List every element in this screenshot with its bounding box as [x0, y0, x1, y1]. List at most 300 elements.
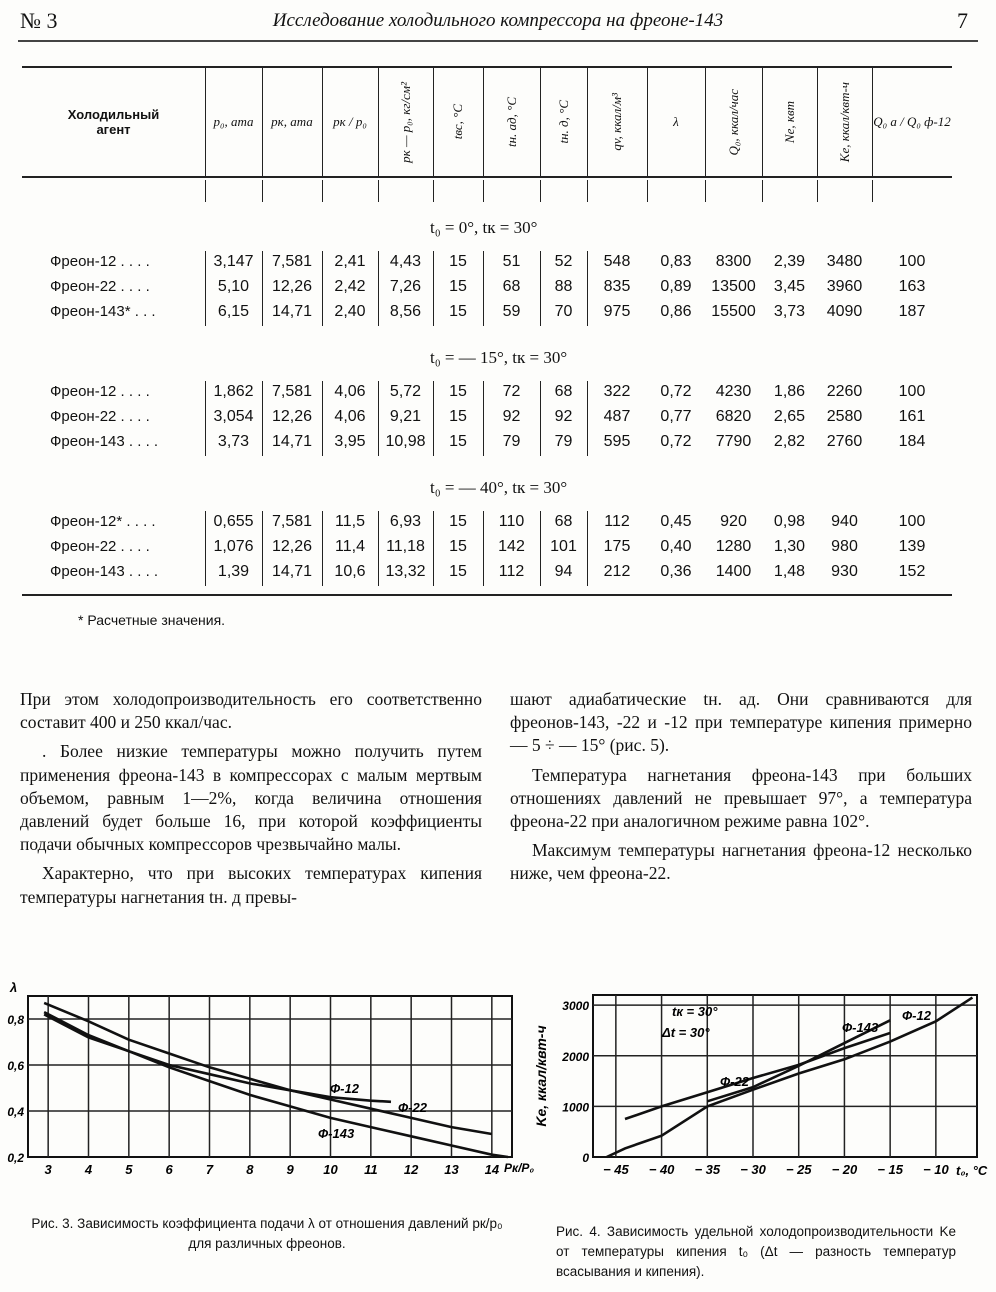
- table-cell: 11,4: [335, 538, 365, 555]
- table-cell: 7,581: [271, 253, 313, 270]
- table-cell: 1,48: [773, 563, 806, 580]
- column-divider: [322, 536, 323, 561]
- column-divider: [540, 431, 541, 456]
- column-header: [205, 68, 262, 176]
- column-divider: [262, 561, 263, 586]
- column-divider: [540, 381, 541, 406]
- series-label: Ф-22: [720, 1074, 749, 1089]
- column-divider: [587, 180, 588, 202]
- y-tick-label: 0,8: [7, 1013, 24, 1027]
- refrigerant-name: Фреон-22 . . . .: [50, 538, 150, 555]
- table-cell: 1,862: [213, 383, 254, 400]
- table-cell: 3,73: [217, 433, 250, 450]
- column-divider: [205, 68, 206, 176]
- column-divider: [322, 381, 323, 406]
- column-divider: [378, 561, 379, 586]
- refrigerant-name: Фреон-22 . . . .: [50, 408, 150, 425]
- column-divider: [262, 511, 263, 536]
- y-tick-label: 0: [582, 1151, 589, 1165]
- column-divider: [205, 251, 206, 276]
- table-cell: 112: [498, 563, 525, 580]
- table-cell: 9,21: [389, 408, 422, 425]
- table-cell: 1,39: [217, 563, 250, 580]
- paragraph: Температура нагнетания фреона-143 при больших отношениях давлений не превышает 97°, а температура фреона-22 при аналогичном режиме равна 102°.: [510, 764, 972, 832]
- column-divider: [872, 68, 873, 176]
- table-cell: 161: [898, 408, 926, 425]
- x-axis-label: t₀, °C: [956, 1163, 988, 1178]
- column-divider: [872, 180, 873, 202]
- column-divider: [433, 561, 434, 586]
- table-cell: 112: [604, 513, 630, 530]
- column-divider: [587, 431, 588, 456]
- table-cell: 0,86: [660, 303, 692, 320]
- table-cell: 152: [898, 563, 926, 580]
- column-divider: [433, 511, 434, 536]
- column-header-label: pк, ата: [271, 114, 313, 129]
- column-divider: [262, 381, 263, 406]
- column-divider: [433, 301, 434, 326]
- series-label: Ф-12: [330, 1081, 359, 1096]
- column-divider: [378, 251, 379, 276]
- table-cell: 187: [898, 303, 926, 320]
- column-divider: [262, 406, 263, 431]
- y-tick-label: 3000: [562, 999, 589, 1014]
- paragraph: Максимум температуры нагнетания фреона-12 несколько ниже, чем фреона-22.: [510, 840, 972, 884]
- table-cell: 1,30: [773, 538, 806, 555]
- table-cell: 0,36: [660, 563, 692, 580]
- column-divider: [647, 180, 648, 202]
- column-header: [587, 68, 647, 176]
- column-header-label: Nе, квт: [781, 100, 797, 144]
- column-divider: [433, 251, 434, 276]
- table-cell: 68: [502, 278, 521, 295]
- table-cell: 3480: [826, 253, 863, 270]
- table-cell: 3,73: [773, 303, 806, 320]
- table-cell: 8,56: [389, 303, 422, 320]
- table-cell: 3,95: [334, 433, 366, 450]
- table-cell: 13,32: [385, 563, 426, 580]
- refrigerant-name: Фреон-12 . . . .: [50, 253, 150, 270]
- table-cell: 0,83: [660, 253, 692, 270]
- table-cell: 15: [449, 253, 467, 270]
- column-divider: [205, 276, 206, 301]
- table-cell: 0,72: [660, 433, 692, 450]
- column-divider: [262, 431, 263, 456]
- column-header: [262, 68, 322, 176]
- column-divider: [433, 431, 434, 456]
- paragraph: шают адиабатические tн. ад. Они сравниваются для фреонов-143, -22 и -12 при температуре кипения примерно — 5 ÷ — 15° (рис. 5).: [510, 689, 972, 756]
- table-cell: 110: [498, 513, 525, 530]
- table-cell: 0,72: [660, 383, 692, 400]
- column-divider: [205, 561, 206, 586]
- column-divider: [483, 536, 484, 561]
- column-divider: [705, 68, 706, 176]
- table-cell: 980: [831, 538, 858, 555]
- table-cell: 7,581: [271, 513, 313, 530]
- table-cell: 88: [554, 278, 573, 295]
- refrigerant-name: Фреон-12* . . . .: [50, 513, 156, 530]
- column-divider: [378, 381, 379, 406]
- column-divider: [262, 276, 263, 301]
- x-tick-label: 8: [246, 1162, 254, 1177]
- table-cell: 2,65: [773, 408, 806, 425]
- table-cell: 322: [603, 383, 631, 400]
- column-divider: [540, 536, 541, 561]
- column-divider: [483, 180, 484, 202]
- x-axis-label: Pк/P₀: [504, 1161, 535, 1175]
- table-cell: 4,06: [334, 383, 366, 400]
- y-tick-label: 2000: [562, 1049, 589, 1064]
- table-cell: 184: [898, 433, 926, 450]
- table-cell: 1400: [715, 563, 752, 580]
- column-divider: [433, 68, 434, 176]
- column-divider: [322, 68, 323, 176]
- column-divider: [587, 561, 588, 586]
- table-cell: 1,076: [213, 538, 254, 555]
- column-divider: [647, 68, 648, 176]
- column-divider: [262, 301, 263, 326]
- y-tick-label: 0,2: [7, 1151, 24, 1165]
- column-divider: [378, 536, 379, 561]
- table-cell: 163: [898, 278, 926, 295]
- table-cell: 2580: [826, 408, 863, 425]
- table-cell: 12,26: [271, 538, 313, 555]
- column-divider: [762, 180, 763, 202]
- table-cell: 835: [603, 278, 631, 295]
- x-tick-label: 14: [484, 1162, 500, 1177]
- table-cell: 15: [449, 383, 467, 400]
- refrigerant-name: Фреон-143 . . . .: [50, 433, 159, 450]
- column-header: [705, 68, 762, 176]
- column-divider: [205, 180, 206, 202]
- column-divider: [483, 301, 484, 326]
- table-cell: 212: [603, 563, 631, 580]
- series-label: Ф-143: [318, 1126, 355, 1141]
- table-cell: 0,98: [773, 513, 806, 530]
- table-cell: 15: [449, 408, 467, 425]
- table-cell: 548: [603, 253, 631, 270]
- column-divider: [540, 561, 541, 586]
- column-divider: [483, 251, 484, 276]
- table-cell: 1280: [715, 538, 752, 555]
- x-tick-label: 6: [165, 1162, 173, 1177]
- x-tick-label: − 45: [603, 1162, 629, 1177]
- table-cell: 15: [449, 538, 467, 555]
- x-tick-label: 13: [444, 1162, 459, 1177]
- column-header-label: Q₀, ккал/час: [725, 88, 741, 156]
- y-axis-label: Kе, ккал/квт-ч: [533, 1025, 549, 1127]
- column-header-label: tвс, °C: [450, 104, 465, 140]
- group-condition: t₀ = — 40°, tк = 30°: [430, 478, 568, 497]
- table-cell: 3960: [826, 278, 863, 295]
- column-divider: [378, 180, 379, 202]
- column-divider: [433, 381, 434, 406]
- table-cell: 3,45: [773, 278, 806, 295]
- fig4-caption: Рис. 4. Зависимость удельной холодопроизводительности Kе от температуры кипения t₀ (Δt — разность температур всасывания и кипения).: [556, 1224, 956, 1279]
- table-cell: 2,41: [334, 253, 366, 270]
- column-divider: [322, 561, 323, 586]
- column-header: [22, 68, 205, 176]
- table-cell: 2,82: [773, 433, 806, 450]
- page-number: 7: [957, 8, 968, 33]
- x-tick-label: − 25: [785, 1162, 812, 1177]
- y-axis-label: λ: [10, 980, 18, 995]
- paragraph: При этом холодопроизводительность его соответственно составит 400 и 250 ккал/час.: [20, 689, 482, 733]
- column-divider: [262, 180, 263, 202]
- column-divider: [705, 180, 706, 202]
- column-divider: [322, 406, 323, 431]
- series-label: Ф-22: [398, 1100, 427, 1115]
- table-cell: 3,054: [213, 408, 254, 425]
- table-cell: 72: [502, 383, 521, 400]
- table-cell: 12,26: [271, 408, 313, 425]
- table-cell: 595: [603, 433, 631, 450]
- table-cell: 940: [831, 513, 858, 530]
- column-divider: [483, 511, 484, 536]
- column-divider: [262, 536, 263, 561]
- column-header: [322, 68, 378, 176]
- table-cell: 14,71: [271, 433, 313, 450]
- running-title: Исследование холодильного компрессора на фреоне-143: [272, 10, 724, 31]
- table-cell: 2,40: [334, 303, 366, 320]
- table-cell: 13500: [711, 278, 756, 295]
- column-divider: [378, 68, 379, 176]
- column-divider: [483, 68, 484, 176]
- refrigerant-name: Фреон-143* . . .: [50, 303, 156, 320]
- x-tick-label: − 40: [648, 1162, 675, 1177]
- group-condition: t₀ = 0°, tк = 30°: [430, 218, 538, 237]
- column-divider: [378, 511, 379, 536]
- table-cell: 100: [898, 253, 926, 270]
- table-cell: 6,93: [389, 513, 422, 530]
- x-tick-label: 5: [125, 1162, 133, 1177]
- table-cell: 79: [502, 433, 521, 450]
- table-cell: 15: [449, 563, 467, 580]
- column-header-label: λ: [673, 114, 679, 129]
- column-divider: [483, 406, 484, 431]
- table-cell: 68: [554, 513, 573, 530]
- x-tick-label: − 30: [740, 1162, 766, 1177]
- column-divider: [433, 180, 434, 202]
- table-cell: 68: [554, 383, 573, 400]
- column-divider: [587, 276, 588, 301]
- column-header-label: p₀, ата: [213, 114, 254, 129]
- x-tick-label: 10: [323, 1162, 338, 1177]
- table-cell: 100: [898, 383, 926, 400]
- column-divider: [587, 301, 588, 326]
- column-header-label: Q₀ а / Q₀ ф-12: [873, 114, 951, 129]
- column-divider: [587, 381, 588, 406]
- y-tick-label: 0,6: [7, 1059, 24, 1073]
- group-condition: t₀ = — 15°, tк = 30°: [430, 348, 568, 367]
- plot-frame: [28, 996, 512, 1157]
- column-header: [483, 68, 540, 176]
- column-divider: [587, 511, 588, 536]
- column-header-label: qv, ккал/м³: [609, 93, 624, 151]
- column-divider: [378, 301, 379, 326]
- table-footnote: * Расчетные значения.: [78, 612, 226, 628]
- column-divider: [587, 536, 588, 561]
- table-cell: 0,655: [213, 513, 254, 530]
- table-cell: 100: [898, 513, 926, 530]
- table-cell: 920: [720, 513, 747, 530]
- column-header-label: Kе, ккал/квт-ч: [836, 81, 852, 163]
- table-cell: 175: [603, 538, 631, 555]
- column-divider: [483, 381, 484, 406]
- table-cell: 15: [449, 303, 467, 320]
- column-divider: [587, 68, 588, 176]
- annotation: Δt = 30°: [662, 1025, 710, 1040]
- table-cell: 975: [603, 303, 631, 320]
- table-cell: 487: [603, 408, 631, 425]
- x-tick-label: 9: [286, 1162, 294, 1177]
- column-header-label: Холодильный агент: [67, 107, 160, 137]
- column-header: [817, 68, 872, 176]
- table-cell: 52: [554, 253, 573, 270]
- table-cell: 12,26: [271, 278, 313, 295]
- table-cell: 79: [554, 433, 573, 450]
- column-divider: [483, 431, 484, 456]
- column-header: [378, 68, 433, 176]
- table-cell: 4090: [826, 303, 863, 320]
- table-cell: 94: [554, 563, 573, 580]
- refrigerant-name: Фреон-12 . . . .: [50, 383, 150, 400]
- table-cell: 5,10: [217, 278, 250, 295]
- table-cell: 15500: [711, 303, 756, 320]
- refrigerant-name: Фреон-22 . . . .: [50, 278, 150, 295]
- table-cell: 930: [831, 563, 858, 580]
- table-cell: 92: [502, 408, 521, 425]
- column-divider: [322, 251, 323, 276]
- column-header-label: tн. ад, °C: [503, 96, 519, 147]
- table-cell: 15: [449, 433, 467, 450]
- column-divider: [322, 431, 323, 456]
- x-tick-label: 7: [205, 1162, 214, 1177]
- x-tick-label: 12: [403, 1162, 419, 1177]
- y-tick-label: 0,4: [7, 1105, 24, 1119]
- table-cell: 7,581: [271, 383, 313, 400]
- x-tick-label: 3: [44, 1162, 52, 1177]
- column-header: [647, 68, 705, 176]
- column-divider: [262, 68, 263, 176]
- table-cell: 10,6: [334, 563, 366, 580]
- table-cell: 11,5: [335, 513, 365, 530]
- x-tick-label: − 35: [694, 1162, 721, 1177]
- table-cell: 51: [502, 253, 521, 270]
- table-cell: 0,45: [660, 513, 692, 530]
- table-cell: 0,40: [660, 538, 692, 555]
- table-cell: 101: [550, 538, 577, 555]
- series-label: Ф-143: [842, 1020, 879, 1035]
- column-divider: [817, 180, 818, 202]
- column-divider: [205, 431, 206, 456]
- table-cell: 14,71: [271, 303, 313, 320]
- column-divider: [262, 251, 263, 276]
- column-divider: [483, 276, 484, 301]
- column-divider: [587, 406, 588, 431]
- table-cell: 2260: [826, 383, 863, 400]
- column-divider: [205, 301, 206, 326]
- column-divider: [433, 406, 434, 431]
- table-cell: 14,71: [271, 563, 313, 580]
- column-divider: [817, 68, 818, 176]
- table-cell: 0,89: [660, 278, 692, 295]
- column-header: [872, 68, 952, 176]
- table-cell: 8300: [715, 253, 752, 270]
- column-divider: [378, 406, 379, 431]
- column-divider: [540, 406, 541, 431]
- table-cell: 15: [449, 278, 467, 295]
- table-cell: 1,86: [773, 383, 806, 400]
- table-cell: 2,39: [773, 253, 806, 270]
- x-tick-label: − 10: [923, 1162, 949, 1177]
- fig3-caption: Рис. 3. Зависимость коэффициента подачи λ от отношения давлений pк/p₀ для различных фреонов.: [31, 1216, 503, 1251]
- column-divider: [205, 536, 206, 561]
- column-divider: [433, 276, 434, 301]
- paragraph: Характерно, что при высоких температурах кипения температуры нагнетания tн. д превы-: [20, 863, 482, 907]
- column-divider: [540, 511, 541, 536]
- table-cell: 11,18: [386, 538, 425, 555]
- table-cell: 2,42: [334, 278, 366, 295]
- column-header: [540, 68, 587, 176]
- annotation: tк = 30°: [672, 1004, 718, 1019]
- column-header-label: tн. д, °C: [555, 100, 571, 144]
- refrigerant-name: Фреон-143 . . . .: [50, 563, 159, 580]
- column-divider: [205, 511, 206, 536]
- column-divider: [433, 536, 434, 561]
- table-cell: 4,06: [334, 408, 366, 425]
- table-cell: 2760: [826, 433, 863, 450]
- table-cell: 92: [554, 408, 573, 425]
- table-cell: 7790: [715, 433, 752, 450]
- column-divider: [540, 251, 541, 276]
- column-divider: [540, 180, 541, 202]
- table-cell: 70: [554, 303, 573, 320]
- column-header: [433, 68, 483, 176]
- column-divider: [540, 68, 541, 176]
- table-cell: 6,15: [217, 303, 250, 320]
- series-label: Ф-12: [902, 1008, 931, 1023]
- column-divider: [322, 301, 323, 326]
- column-header: [762, 68, 817, 176]
- table-cell: 3,147: [213, 253, 254, 270]
- table-cell: 4,43: [389, 253, 422, 270]
- column-header-label: pк / p₀: [333, 114, 367, 129]
- column-divider: [762, 68, 763, 176]
- column-divider: [378, 431, 379, 456]
- table-cell: 6820: [715, 408, 752, 425]
- x-tick-label: − 20: [831, 1162, 858, 1177]
- x-tick-label: 4: [84, 1162, 93, 1177]
- column-header-label: pк — p₀, кг/см²: [397, 81, 413, 163]
- column-divider: [483, 561, 484, 586]
- column-divider: [205, 381, 206, 406]
- table-cell: 139: [898, 538, 926, 555]
- table-cell: 59: [502, 303, 521, 320]
- table-cell: 15: [449, 513, 467, 530]
- y-tick-label: 1000: [562, 1100, 589, 1115]
- table-cell: 142: [498, 538, 525, 555]
- table-cell: 5,72: [389, 383, 422, 400]
- column-divider: [205, 406, 206, 431]
- column-divider: [322, 276, 323, 301]
- column-divider: [378, 276, 379, 301]
- column-divider: [540, 301, 541, 326]
- table-cell: 0,77: [660, 408, 692, 425]
- x-tick-label: 11: [364, 1162, 378, 1177]
- x-tick-label: − 15: [877, 1162, 903, 1177]
- column-divider: [540, 276, 541, 301]
